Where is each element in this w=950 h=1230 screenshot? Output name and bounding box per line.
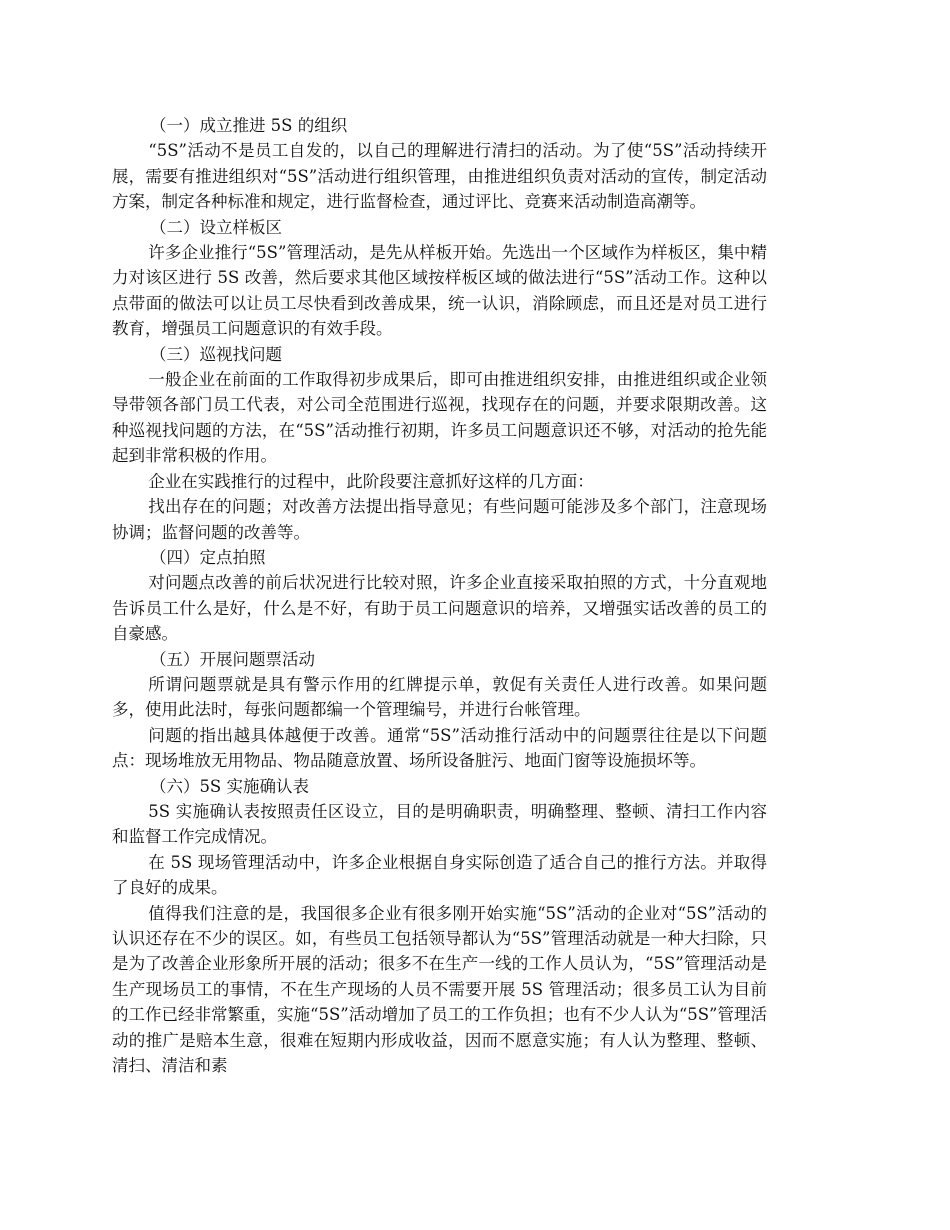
document-page bbox=[112, 113, 767, 1078]
section-heading: （五）开展问题票活动 bbox=[149, 649, 315, 669]
section-heading: （二）设立样板区 bbox=[149, 217, 282, 237]
body-paragraph: 企业在实践推行的过程中，此阶段要注意抓好这样的几方面： bbox=[148, 471, 594, 491]
body-paragraph: “5S”活动不是员工自发的，以自己的理解进行清扫的活动。为了使“5S”活动持续开展，需要有推进组织对“5S”活动进行组织管理，由推进组织负责对活动的宣传，制定活动方案，制定各种标准和规定，进行监督检查，通过评比、竞赛来活动制造高潮等。 bbox=[112, 141, 767, 212]
body-paragraph: 在 5S 现场管理活动中，许多企业根据自身实际创造了适合自己的推行方法。并取得了良好的成果。 bbox=[112, 852, 767, 898]
body-paragraph: 问题的指出越具体越便于改善。通常“5S”活动推行活动中的问题票往往是以下问题点：现场堆放无用物品、物品随意放置、场所设备脏污、地面门窗等设施损坏等。 bbox=[112, 725, 767, 771]
section-heading: （四）定点拍照 bbox=[149, 547, 266, 567]
body-paragraph: 值得我们注意的是，我国很多企业有很多刚开始实施“5S”活动的企业对“5S”活动的认识还存在不少的误区。如，有些员工包括领导都认为“5S”管理活动就是一种大扫除，只是为了改善企业形象所开展的活动；很多不在生产一线的工作人员认为，“5S”管理活动是生产现场员工的事情，不在生产现场的人员不需要开展 5S 管理活动；很多员工认为目前的工作已经非常繁重，实施“5S”活动增加了员工的工作负担；也有不少人认为“5S”管理活动的推广是赔本生意，很难在短期内形成收益，因而不愿意实施；有人认为整理、整顿、清扫、清洁和素 bbox=[112, 903, 767, 1076]
body-paragraph: 所谓问题票就是具有警示作用的红牌提示单，敦促有关责任人进行改善。如果问题多，使用此法时，每张问题都编一个管理编号，并进行台帐管理。 bbox=[112, 674, 767, 720]
section-heading: （六）5S 实施确认表 bbox=[149, 776, 309, 796]
body-paragraph: 许多企业推行“5S”管理活动，是先从样板开始。先选出一个区域作为样板区，集中精力对该区进行 5S 改善，然后要求其他区域按样板区域的做法进行“5S”活动工作。这种以点带面的做法可以让员工尽快看到改善成果，统一认识，消除顾虑，而且还是对员工进行教育，增强员工问题意识的有效手段。 bbox=[112, 243, 767, 339]
section-heading: （三）巡视找问题 bbox=[149, 344, 282, 364]
section-heading: （一）成立推进 5S 的组织 bbox=[149, 116, 348, 135]
body-paragraph: 对问题点改善的前后状况进行比较对照，许多企业直接采取拍照的方式，十分直观地告诉员工什么是好，什么是不好，有助于员工问题意识的培养，又增强实话改善的员工的自豪感。 bbox=[112, 573, 767, 644]
body-paragraph: 5S 实施确认表按照责任区设立，目的是明确职责，明确整理、整顿、清扫工作内容和监督工作完成情况。 bbox=[112, 801, 767, 847]
body-paragraph: 找出存在的问题；对改善方法提出指导意见；有些问题可能涉及多个部门，注意现场协调；监督问题的改善等。 bbox=[112, 497, 767, 542]
body-paragraph: 一般企业在前面的工作取得初步成果后，即可由推进组织安排，由推进组织或企业领导带领各部门员工代表，对公司全范围进行巡视，找现存在的问题，并要求限期改善。这种巡视找问题的方法，在“5S”活动推行初期，许多员工问题意识还不够，对活动的抢先能起到非常积极的作用。 bbox=[112, 370, 767, 466]
